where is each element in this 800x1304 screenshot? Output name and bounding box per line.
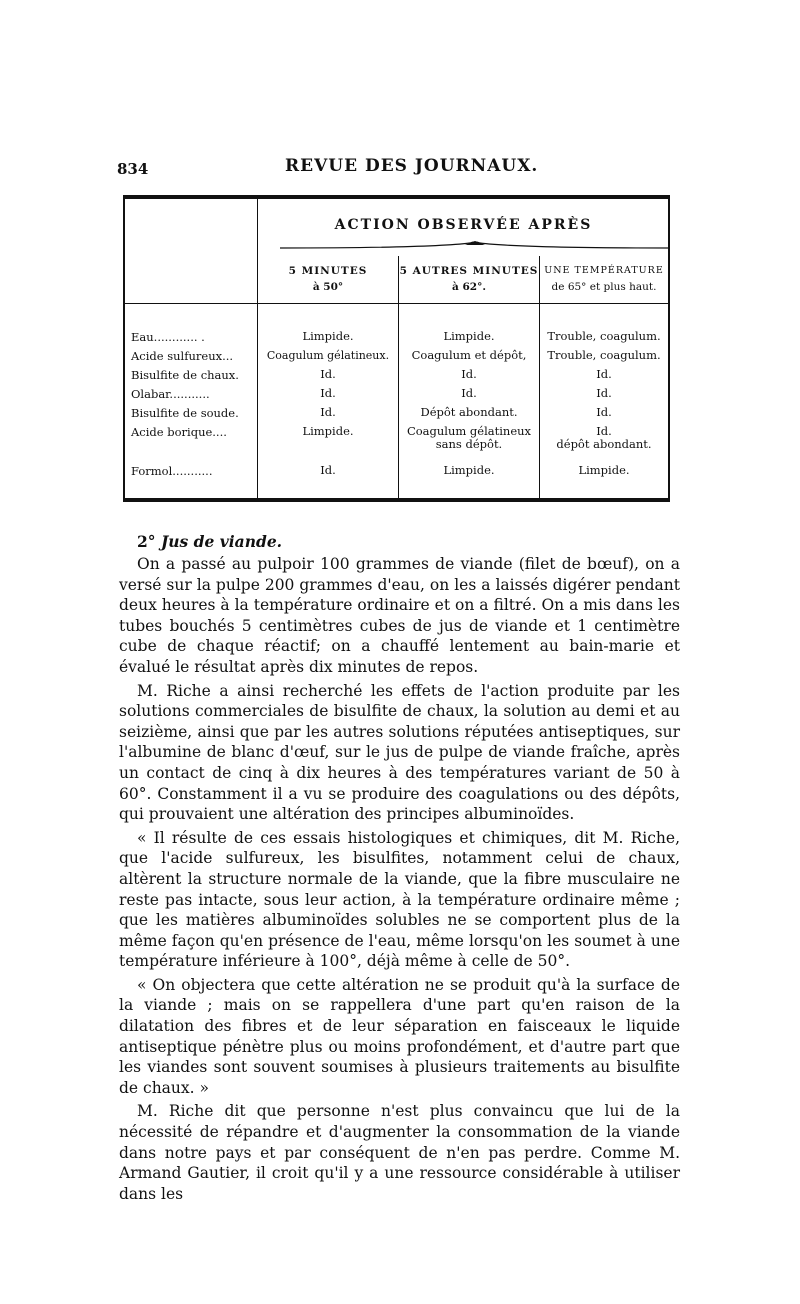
table-cell: Coagulum gélatineux sans dépôt. bbox=[406, 424, 532, 451]
section-title: Jus de viande. bbox=[160, 532, 283, 551]
table-cell: Coagulum gélatineux. bbox=[266, 349, 390, 362]
section-heading bbox=[137, 532, 282, 551]
results-table bbox=[123, 195, 670, 502]
table-cell: Coagulum et dépôt, bbox=[411, 348, 527, 362]
paragraph: On a passé au pulpoir 100 grammes de viande (filet de bœuf), on a versé sur la pulpe 200 grammes d'eau, on les a laissés digérer pendant deux heures à la température ordinaire et on a filtré. On a mis dans les tubes bouchés 5 centimètres cubes de jus de viande et 1 centimètre cube de chaque réactif; on a chauffé lentement au bain-marie et évalué le résultat après dix minutes de repos. bbox=[119, 555, 680, 676]
table-cell: Trouble, coagulum. bbox=[547, 348, 661, 362]
paragraph: M. Riche dit que personne n'est plus convaincu que lui de la nécessité de répandre et d'augmenter la consommation de la viande dans notre pays et par conséquent de n'en pas perdre. Comme M. Armand Gautier, il croit qu'il y a une ressource considérable à utiliser dans les bbox=[119, 1102, 680, 1203]
table-cell: Id. bbox=[320, 463, 336, 477]
row-label: Olabar........... bbox=[131, 387, 210, 401]
paragraph: « On objectera que cette altération ne se produit qu'à la surface de la viande ; mais on se rappellera d'une part qu'en raison de la dilatation des fibres et de leur séparation en faisceaux le liquide antiseptique pénètre plus ou moins profondément, et d'autre part que les viandes sont souvent soumises à plusieurs traitements au bisulfite de chaux. » bbox=[119, 975, 680, 1097]
paragraph: M. Riche a ainsi recherché les effets de l'action produite par les solutions commerciales de bisulfite de chaux, la solution au demi et au seizième, ainsi que par les autres solutions réputées antiseptiques, sur l'albumine de blanc d'œuf, sur le jus de pulpe de viande fraîche, après un contact de cinq à dix heures à des températures variant de 50 à 60°. Constamment il a vu se produire des coagulations ou des dépôts, qui prouvaient une altération des principes albuminoïdes. bbox=[119, 681, 680, 824]
running-title: REVUE DES JOURNAUX. bbox=[285, 156, 539, 176]
table-cell: Id. bbox=[596, 405, 612, 419]
table-cell: Dépôt abondant. bbox=[420, 405, 518, 419]
table-cell: Limpide. bbox=[578, 463, 630, 477]
page-number: 834 bbox=[117, 160, 149, 178]
body-text bbox=[119, 554, 680, 1204]
table-cell: Id. bbox=[461, 367, 477, 381]
table-cell: Id. bbox=[596, 367, 612, 381]
table-cell: Trouble, coagulum. bbox=[547, 329, 661, 343]
table-cell: Id. bbox=[461, 386, 477, 400]
section-number: 2° bbox=[137, 532, 156, 551]
table-cell: Limpide. bbox=[302, 329, 354, 343]
ornament-rule bbox=[280, 241, 670, 255]
row-label: Acide borique.... bbox=[131, 425, 227, 439]
row-label: Formol........... bbox=[131, 464, 213, 478]
paragraph: « Il résulte de ces essais histologiques et chimiques, dit M. Riche, que l'acide sulfureux, les bisulfites, notamment celui de chaux, altèrent la structure normale de la viande, que la fibre musculaire ne reste pas intacte, sous leur action, à la température ordinaire même ; que les matières albuminoïdes solubles ne se comportent plus de la même façon qu'en présence de l'eau, même lorsqu'on les soumet à une température inférieure à 100°, déjà même à celle de 50°. bbox=[119, 828, 680, 971]
table-cell: Id. bbox=[320, 367, 336, 381]
table-cell: Id. bbox=[320, 386, 336, 400]
table-head-rule bbox=[125, 303, 668, 304]
row-label: Bisulfite de soude. bbox=[131, 406, 239, 420]
row-label: Acide sulfureux... bbox=[131, 349, 234, 363]
column-header-2: 5 AUTRES MINUTES à 62°. bbox=[399, 265, 539, 293]
table-cell: Id. bbox=[320, 405, 336, 419]
table-cell: Limpide. bbox=[302, 424, 354, 438]
table-cell: Id. dépôt abondant. bbox=[556, 424, 652, 451]
column-header-3: UNE TEMPÉRATURE de 65° et plus haut. bbox=[544, 265, 664, 293]
column-header-1: 5 MINUTES à 50° bbox=[288, 265, 368, 293]
group-heading: ACTION OBSERVÉE APRÈS bbox=[334, 217, 593, 233]
table-cell: Id. bbox=[596, 386, 612, 400]
row-label: Bisulfite de chaux. bbox=[131, 368, 239, 382]
table-cell: Limpide. bbox=[443, 329, 495, 343]
row-label: Eau............ . bbox=[131, 330, 205, 344]
table-cell: Limpide. bbox=[443, 463, 495, 477]
